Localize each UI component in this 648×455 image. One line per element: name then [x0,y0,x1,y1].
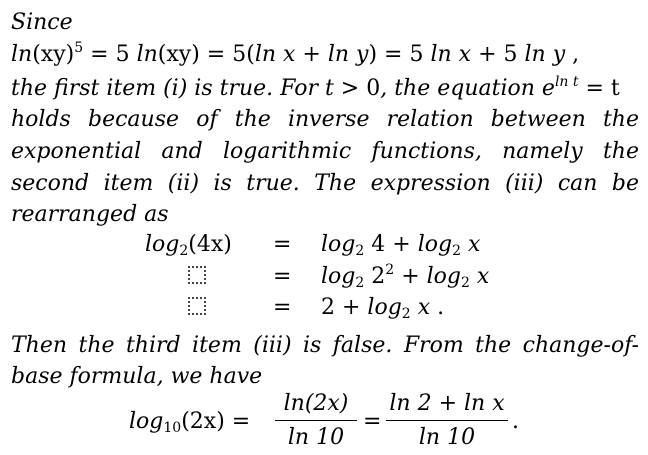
align-row1-equals: = [273,232,292,257]
align-row2-rhs: $\log_2 2^2 + \log_2 x$ [321,262,490,291]
line-since: Since [11,10,73,35]
line-ln-identity: ln(xy)$^5$ = 5 ln(xy) = 5(ln x + ln y) = 5 ln x + 5 ln y , [11,40,580,67]
formula-equals: = [363,409,382,434]
align-row3-equals: = [273,295,292,320]
fraction-sum-over-ln10: ln 2 + ln x ln 10 [386,390,508,452]
placeholder-box-icon [188,263,206,289]
line-second-item: second item (ii) is true. The expression (iii) can be [11,171,639,196]
solution-text [11,4,639,452]
align-row1-rhs: $\log_2 4 + \log_2 x$ [321,232,481,259]
line-exponential: exponential and logarithmic functions, namely the [11,139,639,164]
line-third-item: Then the third item (iii) is false. From the change-of- [11,333,639,358]
line-rearranged: rearranged as [11,202,169,227]
formula-period: . [512,409,519,434]
line-first-item: the first item (i) is true. For t > 0, the equation $e^{ln t} = t$ [11,74,620,101]
line-base-formula: base formula, we have [11,364,263,389]
fraction-ln2x-over-ln10: ln(2x) ln 10 [275,390,357,452]
placeholder-box-icon [188,294,206,320]
line-holds: holds because of the inverse relation between the [11,107,639,132]
align-row2-equals: = [273,264,292,289]
align-row3-rhs: $2 + \log_2 x$ . [321,295,445,322]
align-row1-lhs: $\log_2(4x)$ [145,232,232,259]
formula-lhs: $\log_{10}(2x)$ = [129,409,251,436]
